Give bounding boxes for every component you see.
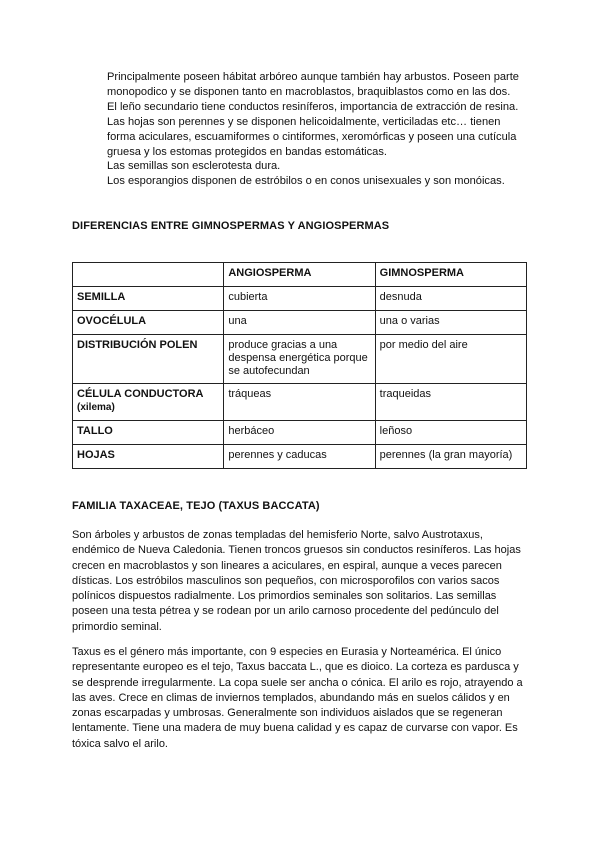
table-header-row [73,263,527,287]
taxaceae-paragraph-1 [72,528,532,635]
table-row [73,445,527,469]
intro-line: monopodico y se disponen tanto en macroblastos, braquiblastos como en las dos. [107,85,511,98]
table-header-cell: ANGIOSPERMA [224,263,375,287]
table-row [73,287,527,311]
intro-line: Principalmente poseen hábitat arbóreo aunque también hay arbustos. Poseen parte [107,71,519,83]
gimnosperma-cell: desnuda [375,287,526,311]
paragraph-line: poseen una testa pétrea y se rodean por un arilo carnoso procedente del pedúnculo del [72,605,499,618]
gimnosperma-cell: por medio del aire [375,335,526,384]
table-row [73,335,527,384]
gimnosperma-cell: leñoso [375,421,526,445]
paragraph-line: dísticas. Los estróbilos masculinos son pequeños, con microsporofilos con varios sacos [72,574,500,587]
cell-line: se autofecundan [228,365,310,377]
angiosperma-cell [224,335,375,384]
gimnosperma-cell: traqueidas [375,384,526,421]
angiosperma-cell: una [224,311,375,335]
angiosperma-cell: tráqueas [224,384,375,421]
table-header-cell [73,263,224,287]
row-label-text: CÉLULA CONDUCTORA [77,388,204,400]
paragraph-line: crecen en macroblastos y son lineares a aciculares, en espiral, aunque a veces parecen [72,559,502,572]
intro-line: Las hojas son perennes y se disponen helicoidalmente, verticiladas etc… tienen [107,115,501,128]
row-label [73,384,224,421]
intro-line: gruesa y los estomas protegidos en bandas estomáticas. [107,145,387,158]
angiosperma-cell: cubierta [224,287,375,311]
intro-line: El leño secundario tiene conductos resiníferos, importancia de extracción de resina. [107,100,519,113]
table-row [73,421,527,445]
comparison-table [72,262,527,469]
intro-paragraph [107,70,547,189]
row-sublabel: (xilema) [77,402,115,413]
paragraph-line: se desprende irregularmente. La copa suele ser ancha o cónica. El arilo es rojo, atrayendo a [72,676,523,689]
taxaceae-paragraph-2 [72,645,532,752]
paragraph-line: tóxica salvo el arilo. [72,737,168,750]
row-label: OVOCÉLULA [73,311,224,335]
cell-line: despensa energética porque [228,352,368,364]
gimnosperma-cell: perennes (la gran mayoría) [375,445,526,469]
intro-line: forma aciculares, escuamiformes o cintiformes, xeromórficas y poseen una cutícula [107,130,517,143]
section-heading-taxaceae: FAMILIA TAXACEAE, TEJO (TAXUS BACCATA) [72,500,320,512]
paragraph-line: las aves. Crece en climas de inviernos templados, abundando más en suelos cálidos y en [72,691,510,704]
row-label: HOJAS [73,445,224,469]
paragraph-line: endémico de Nueva Caledonia. Tienen troncos gruesos sin conductos resiníferos. Las hojas [72,544,521,557]
paragraph-line: lentamente. Tiene una madera de muy buena calidad y es capaz de curvarse con vapor. Es [72,722,518,735]
row-label: DISTRIBUCIÓN POLEN [73,335,224,384]
paragraph-line: primordio seminal. [72,620,162,633]
table-row [73,311,527,335]
paragraph-line: polínicos dispuestos radialmente. Los primordios seminales son solitarios. Las semillas [72,590,497,603]
row-label: TALLO [73,421,224,445]
gimnosperma-cell: una o varias [375,311,526,335]
angiosperma-cell: herbáceo [224,421,375,445]
cell-line: produce gracias a una [228,339,338,351]
table-header-cell: GIMNOSPERMA [375,263,526,287]
angiosperma-cell: perennes y caducas [224,445,375,469]
row-label: SEMILLA [73,287,224,311]
intro-line: Los esporangios disponen de estróbilos o en conos unisexuales y son monóicas. [107,175,505,188]
paragraph-line: Taxus es el género más importante, con 9 especies en Eurasia y Norteamérica. El único [72,646,502,658]
paragraph-line: zonas escarpadas y umbrosas. Generalmente son individuos aislados que se regeneran [72,707,503,720]
section-heading-differences: DIFERENCIAS ENTRE GIMNOSPERMAS Y ANGIOSPERMAS [72,220,390,232]
table-row [73,384,527,421]
paragraph-line: Son árboles y arbustos de zonas templadas del hemisferio Norte, salvo Austrotaxus, [72,529,483,541]
paragraph-line: representante europeo es el tejo, Taxus baccata L., que es dioico. La corteza es pardusca y [72,661,519,674]
intro-line: Las semillas son esclerotesta dura. [107,160,281,173]
